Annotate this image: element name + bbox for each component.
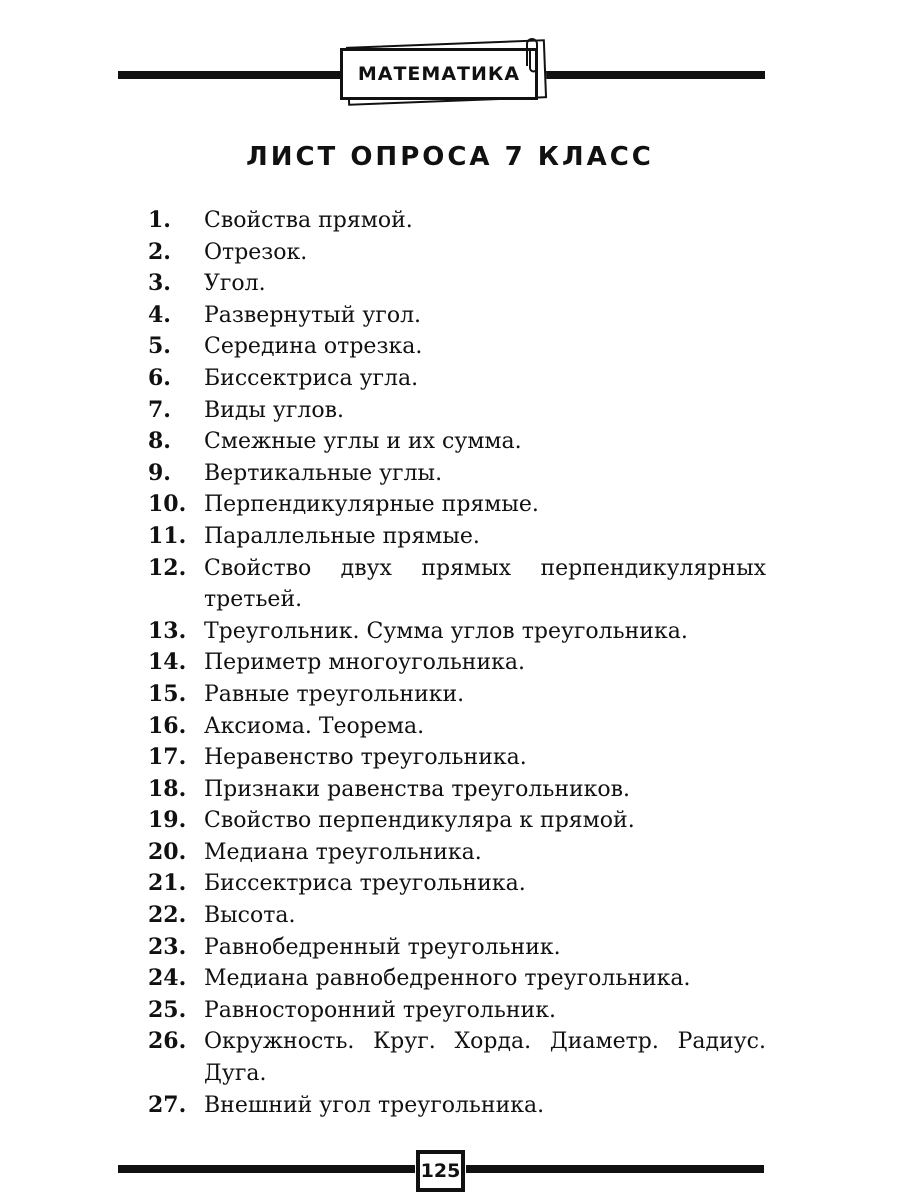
item-text: Биссектриса угла. bbox=[204, 365, 419, 391]
item-text: Свойство двух прямых перпендикулярных третьей. bbox=[204, 555, 766, 613]
list-item bbox=[148, 237, 766, 269]
item-text: Медиана равнобедренного треугольника. bbox=[204, 966, 691, 992]
item-text: Перпендикулярные прямые. bbox=[204, 492, 539, 518]
item-text: Биссектриса треугольника. bbox=[204, 871, 526, 897]
item-number: 23. bbox=[148, 933, 187, 960]
item-number: 15. bbox=[148, 680, 187, 707]
item-text: Треугольник. Сумма углов треугольника. bbox=[204, 618, 688, 644]
list-item bbox=[148, 268, 766, 300]
list-item bbox=[148, 774, 766, 806]
item-text: Высота. bbox=[204, 903, 296, 929]
item-text: Окружность. Круг. Хорда. Диаметр. Радиус. Дуга. bbox=[204, 1029, 766, 1087]
item-number: 16. bbox=[148, 712, 187, 739]
list-item bbox=[148, 868, 766, 900]
item-text: Периметр многоугольника. bbox=[204, 650, 525, 676]
list-item bbox=[148, 553, 766, 616]
list-item bbox=[148, 1026, 766, 1089]
list-item bbox=[148, 647, 766, 679]
footer-rule-right bbox=[466, 1165, 764, 1173]
item-text: Аксиома. Теорема. bbox=[204, 713, 425, 739]
list-item bbox=[148, 521, 766, 553]
list-item bbox=[148, 395, 766, 427]
item-number: 12. bbox=[148, 554, 187, 581]
page-title: ЛИСТ ОПРОСА 7 КЛАСС bbox=[246, 142, 654, 172]
item-text: Свойства прямой. bbox=[204, 208, 413, 233]
item-number: 14. bbox=[148, 649, 187, 676]
list-item bbox=[148, 363, 766, 395]
list-item bbox=[148, 331, 766, 363]
item-number: 25. bbox=[148, 996, 187, 1023]
item-text: Внешний угол треугольника. bbox=[204, 1092, 545, 1118]
list-item bbox=[148, 616, 766, 648]
item-number: 8. bbox=[148, 428, 171, 455]
item-number: 22. bbox=[148, 902, 187, 929]
footer-rule-left bbox=[118, 1165, 415, 1173]
item-number: 4. bbox=[148, 301, 171, 328]
item-number: 11. bbox=[148, 522, 187, 549]
item-number: 7. bbox=[148, 396, 171, 423]
item-number: 17. bbox=[148, 744, 187, 771]
item-number: 10. bbox=[148, 491, 187, 518]
list-item bbox=[148, 711, 766, 743]
item-text: Угол. bbox=[204, 271, 266, 297]
item-number: 27. bbox=[148, 1091, 187, 1118]
list-item bbox=[148, 932, 766, 964]
page-number-box bbox=[416, 1150, 465, 1192]
item-number: 6. bbox=[148, 364, 171, 391]
item-number: 3. bbox=[148, 270, 171, 297]
item-text: Равные треугольники. bbox=[204, 681, 465, 707]
item-number: 26. bbox=[148, 1028, 187, 1055]
item-text: Середина отрезка. bbox=[204, 334, 423, 360]
list-item bbox=[148, 742, 766, 774]
item-number: 21. bbox=[148, 870, 187, 897]
paperclip-icon bbox=[520, 36, 544, 76]
item-text: Равнобедренный треугольник. bbox=[204, 934, 561, 960]
item-text: Развернутый угол. bbox=[204, 302, 422, 328]
list-item bbox=[148, 837, 766, 869]
item-text: Неравенство треугольника. bbox=[204, 745, 527, 771]
header-tab bbox=[340, 48, 538, 100]
item-number: 9. bbox=[148, 459, 171, 486]
item-number: 5. bbox=[148, 333, 171, 360]
list-item bbox=[148, 995, 766, 1027]
list-item bbox=[148, 458, 766, 490]
list-item bbox=[148, 805, 766, 837]
list-item bbox=[148, 679, 766, 711]
item-text: Параллельные прямые. bbox=[204, 523, 480, 549]
list-item bbox=[148, 1090, 766, 1122]
item-number: 2. bbox=[148, 238, 171, 265]
list-item bbox=[148, 963, 766, 995]
question-list bbox=[148, 205, 766, 1121]
item-number: 13. bbox=[148, 617, 187, 644]
item-text: Признаки равенства треугольников. bbox=[204, 776, 631, 802]
item-text: Отрезок. bbox=[204, 239, 308, 265]
item-number: 1. bbox=[148, 207, 171, 233]
list-item bbox=[148, 205, 766, 237]
item-text: Вертикальные углы. bbox=[204, 460, 443, 486]
list-item bbox=[148, 489, 766, 521]
item-text: Свойство перпендикуляра к прямой. bbox=[204, 808, 635, 834]
subject-label: МАТЕМАТИКА bbox=[357, 63, 521, 85]
item-number: 20. bbox=[148, 838, 187, 865]
item-number: 18. bbox=[148, 775, 187, 802]
page-number: 125 bbox=[420, 1160, 461, 1182]
list-item bbox=[148, 900, 766, 932]
item-text: Виды углов. bbox=[204, 397, 344, 423]
item-text: Медиана треугольника. bbox=[204, 839, 482, 865]
item-number: 24. bbox=[148, 965, 187, 992]
item-text: Смежные углы и их сумма. bbox=[204, 429, 522, 455]
item-text: Равносторонний треугольник. bbox=[204, 997, 556, 1023]
item-number: 19. bbox=[148, 807, 187, 834]
list-item bbox=[148, 300, 766, 332]
list-item bbox=[148, 426, 766, 458]
